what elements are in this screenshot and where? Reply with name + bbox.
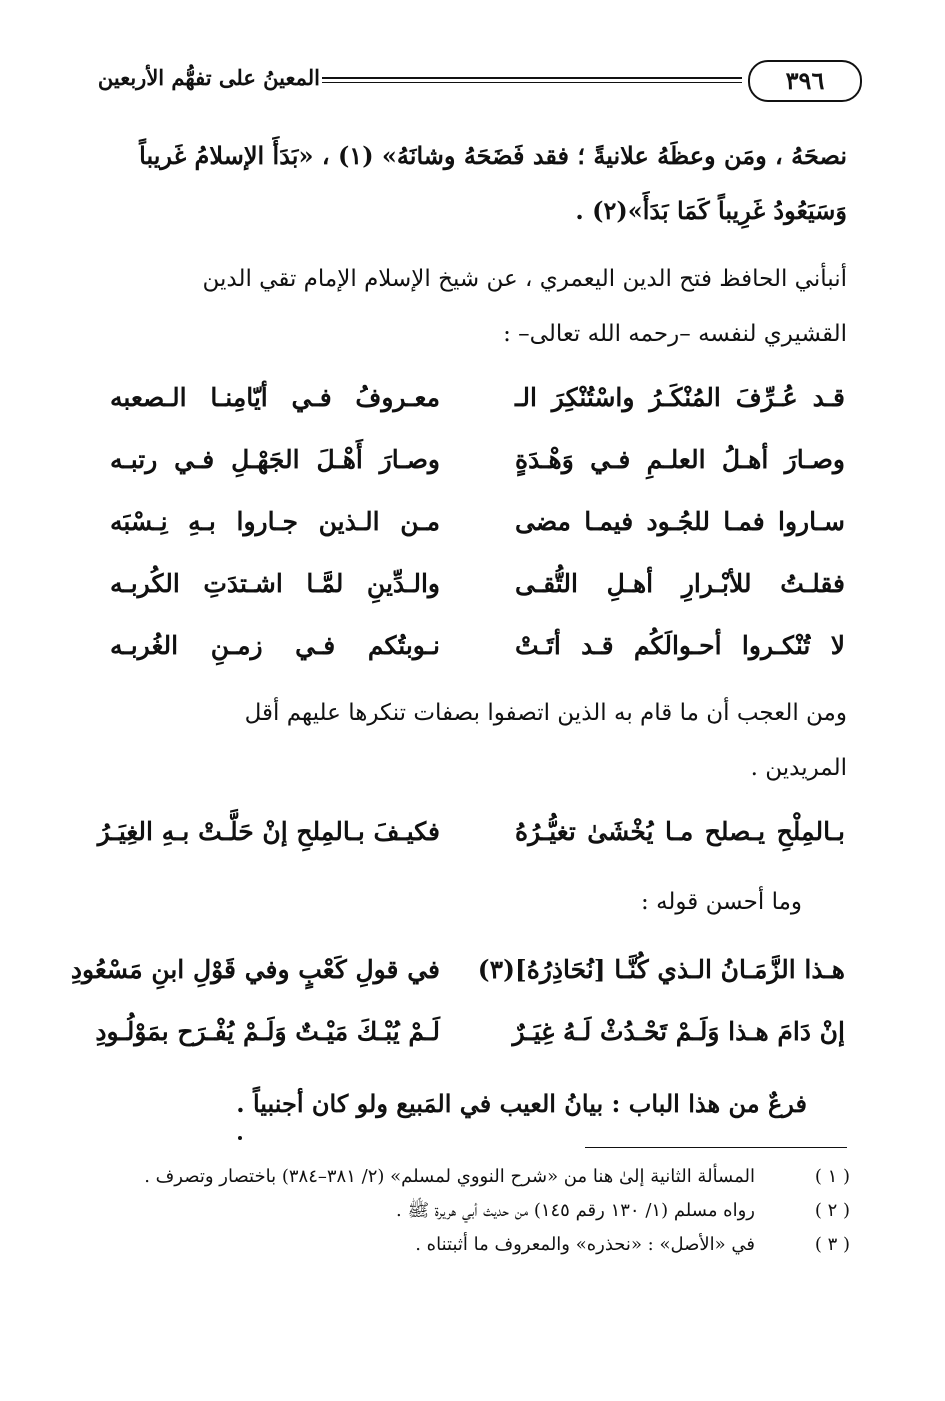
verse-second-hemistich: معـروفُ فـي أيّامِنـا الـصعبه [110,383,440,412]
footnote [100,1230,850,1260]
verse-line [110,492,845,552]
text-line: ومن العجب أن ما قام به الذين اتصفوا بصفات تنكرها عليهم أقل [244,700,847,726]
verse-first-hemistich: لا تُنْكـروا أحـوالَكُم قـد أتَـتْ [515,631,845,660]
verse-line [95,1002,845,1062]
text-line: المريدين . [750,755,847,781]
verse-first-hemistich: فقلـتُ للأبْـرارِ أهـلِ التُّقـى [515,569,845,598]
footnote-text: المسألة الثانية إلىٰ هنا من «شرح النووي لمسلم» (٢/ ٣٨١–٣٨٤) باختصار وتصرف . [144,1166,755,1187]
footnote-number: ( ٢ ) [814,1200,850,1221]
text-line: وما أحسن قوله : [641,889,802,915]
verse-line [110,554,845,614]
verse-second-hemistich: لَـمْ يُبْـكَ مَيْـتٌ وَلَـمْ يُفْـرَح بمَوْلُـودِ [95,1017,440,1046]
paragraph-1 [112,128,847,238]
verse-line [110,430,845,490]
verse-second-hemistich: فكيـفَ بـالمِلحِ إنْ حَلَّـتْ بـهِ الغِيَـرُ [97,817,440,846]
text-line: القشيري لنفسه –رحمه الله تعالى– : [503,321,847,347]
text-line: فرعٌ من هذا الباب : بيانُ العيب في المَبيع ولو كان أجنبياً . [236,1089,807,1118]
footnote [100,1162,850,1192]
footnote-separator [585,1147,847,1148]
text-line: أنبأني الحافظ فتح الدين اليعمري ، عن شيخ الإسلام الإمام تقي الدين [202,266,847,292]
verse-first-hemistich: بـالمِلْحِ يـصلح مـا يُخْشَىٰ تغيُّـرُهُ [515,817,845,846]
header-rule-thin [322,82,742,83]
verse-second-hemistich: في قولِ كَعْبٍ وفي قَوْلِ ابنِ مَسْعُودِ [70,955,440,984]
verse-second-hemistich: نـوبتُكم فـي زمـنِ الغُربـه [110,631,440,660]
paragraph-5 [112,1076,807,1131]
verse-line [70,940,845,1000]
verse-first-hemistich: إنْ دَامَ هـذا وَلَـمْ تَحْـدُثْ لَـهُ غِيَـرٌ [512,1017,845,1046]
paragraph-2 [112,252,847,362]
verse-first-hemistich: هـذا الزَّمَـانُ الـذي كُنَّـا [نُحَاذِرُهُ](٣) [477,955,845,984]
footnote-number: ( ٣ ) [814,1234,850,1255]
paragraph-3 [112,686,847,796]
footnote-text: في «الأصل» : «نحذره» والمعروف ما أثبتناه . [415,1234,755,1255]
paragraph-4 [112,875,802,930]
verse-second-hemistich: والـدِّينِ لمَّـا اشـتدَتِ الكُربـه [110,569,440,598]
verse-first-hemistich: وصـارَ أهـلُ العلـمِ فـي وَهْـدَةٍ [515,445,845,474]
text-line: وَسَيَعُودُ غَرِيباً كَمَا بَدَأَ»(٢) . [575,196,847,225]
verse-second-hemistich: مـن الـذين جـاروا بـهِ نِـسْبَه [110,507,440,536]
stray-mark [238,1136,242,1140]
text-line: نصحَهُ ، ومَن وعظَهُ علانيةً ؛ فقد فَضَحَهُ وشانَهُ» (١) ، «بَدَأَ الإسلامُ غَريباً [139,141,847,170]
running-header [80,55,860,105]
footnote-text: رواه مسلم (١/ ١٣٠ رقم ١٤٥) من حديث أبي هريرة ﷺ . [396,1200,755,1221]
verse-first-hemistich: قـد عُـرِّفَ المُنْكَـرُ واسْتُنْكِرَ الـ [515,383,845,412]
verse-first-hemistich: سـاروا فمـا للجُـود فيمـا مضى [515,507,845,536]
footnote [100,1196,850,1226]
verse-second-hemistich: وصـارَ أَهْـلَ الجَهْـلِ فـي رتبـه [110,445,440,474]
verse-line [110,368,845,428]
book-title: المعينُ على تفهُّم الأربعين [97,65,320,90]
verse-line [110,616,845,676]
footnote-number: ( ١ ) [814,1166,850,1187]
page-number: ٣٩٦ [748,60,862,102]
header-rule [322,77,742,79]
verse-line [97,802,845,862]
